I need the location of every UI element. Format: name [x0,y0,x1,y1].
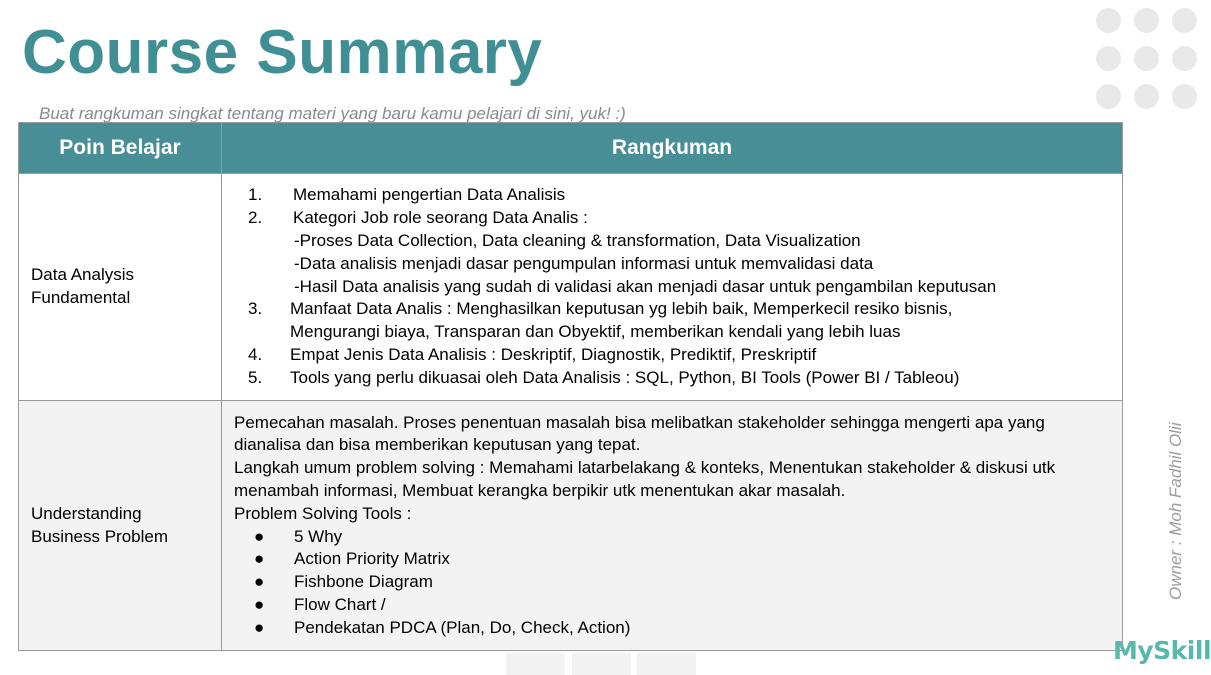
list-item: ● Fishbone Diagram [254,572,433,592]
poin-cell: Understanding Business Problem [19,401,222,651]
decorative-block [637,653,696,675]
table-row [19,401,1123,651]
page-title: Course Summary [22,18,543,87]
list-subitem: -Data analisis menjadi dasar pengumpulan informasi untuk memvalidasi data [294,253,874,273]
poin-cell: Data Analysis Fundamental [19,174,222,401]
subtitle: Buat rangkuman singkat tentang materi yang baru kamu pelajari di sini, yuk! :) [39,104,626,123]
table-row [19,174,1123,401]
decorative-block [506,653,565,675]
list-subitem: -Hasil Data analisis yang sudah di validasi akan menjadi dasar untuk pengambilan keputusan [294,276,997,296]
myskill-logo: MySkill [1113,636,1211,665]
list-item: 5. Tools yang perlu dikuasai oleh Data Analisis : SQL, Python, BI Tools (Power BI / Tableou) [248,367,960,387]
list-item: ● Action Priority Matrix [254,549,450,569]
header-poin-belajar: Poin Belajar [19,123,222,174]
list-item: ● Pendekatan PDCA (Plan, Do, Check, Action) [254,617,631,637]
list-item: ● 5 Why [254,526,343,546]
list-item: 3. Manfaat Data Analis : Menghasilkan keputusan yg lebih baik, Memperkecil resiko bisnis, [248,299,953,319]
rangkuman-cell [222,401,1123,651]
table-header-row [19,123,1123,174]
decorative-dots [1096,8,1200,112]
header-rangkuman: Rangkuman [222,123,1123,174]
paragraph: Langkah umum problem solving : Memahami latarbelakang & konteks, Menentukan stakeholder & diskusi utk menambah informasi, Membuat kerangka berpikir utk menentukan akar masalah. [234,458,1056,500]
list-item: 2. Kategori Job role seorang Data Analis : [248,208,588,228]
list-item: ● Flow Chart / [254,594,386,614]
tools-title: Problem Solving Tools : [234,503,412,523]
summary-table [18,122,1123,651]
list-item: 4. Empat Jenis Data Analisis : Deskriptif, Diagnostik, Prediktif, Preskriptif [248,344,817,364]
decorative-block [572,653,631,675]
owner-label: Owner : Moh Fadhil Olii [1166,422,1185,600]
list-item: 1. Memahami pengertian Data Analisis [248,185,566,205]
list-subitem: -Proses Data Collection, Data cleaning & transformation, Data Visualization [294,231,861,250]
rangkuman-cell [222,174,1123,401]
paragraph: Pemecahan masalah. Proses penentuan masalah bisa melibatkan stakeholder sehingga mengerti apa yang dianalisa dan bisa memberikan keputusan yang tepat. [234,412,1045,455]
list-item-continuation: Mengurangi biaya, Transparan dan Obyektif, memberikan kendali yang lebih luas [290,322,901,342]
